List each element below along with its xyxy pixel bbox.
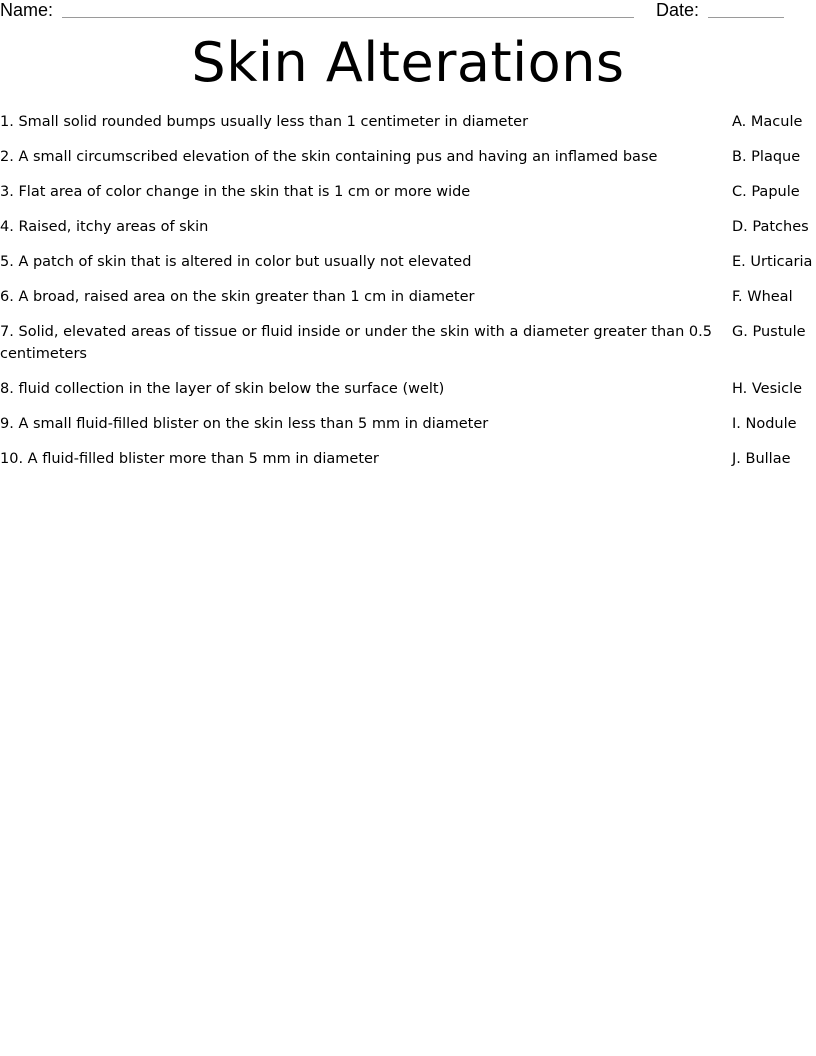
answer-option: J. Bullae (732, 451, 791, 467)
clue-text: 2. A small circumscribed elevation of the skin containing pus and having an inflamed base (0, 149, 658, 165)
clue-text: 5. A patch of skin that is altered in color but usually not elevated (0, 254, 472, 270)
clue-text: 9. A small fluid-filled blister on the skin less than 5 mm in diameter (0, 416, 489, 432)
matching-row (0, 181, 816, 203)
answer-option: H. Vesicle (732, 381, 803, 397)
clue-text: 1. Small solid rounded bumps usually less than 1 centimeter in diameter (0, 114, 529, 130)
name-field-line[interactable] (62, 17, 634, 18)
matching-row (0, 111, 816, 133)
clue-text: 10. A fluid-filled blister more than 5 mm in diameter (0, 451, 379, 467)
matching-row (0, 286, 816, 308)
clue-text: 6. A broad, raised area on the skin greater than 1 cm in diameter (0, 289, 475, 305)
date-field-line[interactable] (708, 17, 784, 18)
answer-option: F. Wheal (732, 289, 793, 305)
name-label: Name: (0, 0, 54, 20)
matching-row (0, 146, 816, 168)
matching-row (0, 448, 816, 470)
date-label: Date: (656, 0, 700, 20)
matching-row (0, 378, 816, 400)
page-title: Skin Alterations (191, 31, 625, 94)
clue-text: 3. Flat area of color change in the skin that is 1 cm or more wide (0, 184, 471, 200)
matching-row (0, 216, 816, 238)
answer-option: D. Patches (732, 219, 809, 235)
clue-text: 8. fluid collection in the layer of skin below the surface (welt) (0, 381, 445, 397)
matching-list (0, 111, 816, 483)
answer-option: B. Plaque (732, 149, 801, 165)
answer-option: E. Urticaria (732, 254, 813, 270)
matching-row (0, 413, 816, 435)
answer-option: G. Pustule (732, 324, 806, 340)
answer-option: A. Macule (732, 114, 803, 130)
answer-option: I. Nodule (732, 416, 797, 432)
worksheet-header (0, 0, 816, 24)
matching-row (0, 321, 816, 365)
answer-option: C. Papule (732, 184, 800, 200)
clue-text: 4. Raised, itchy areas of skin (0, 219, 209, 235)
matching-row (0, 251, 816, 273)
clue-text: 7. Solid, elevated areas of tissue or fluid inside or under the skin with a diameter greater than 0.5 centimeters (0, 324, 712, 362)
